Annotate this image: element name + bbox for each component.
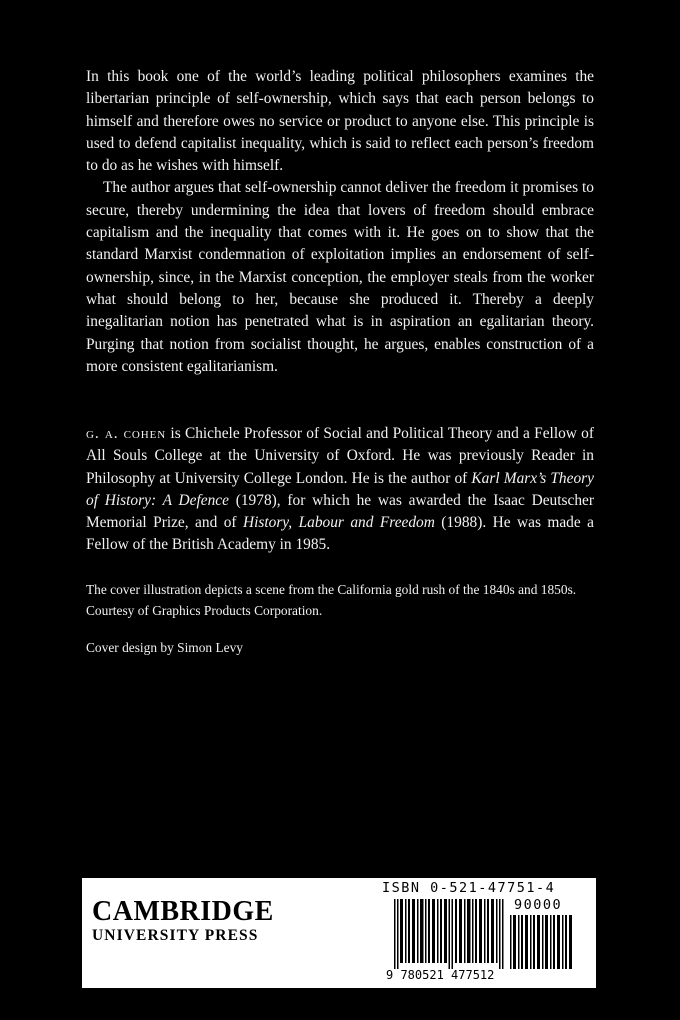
author-bio-text-3: (1988). He was made a Fellow of the British Academy in 1985. — [86, 514, 594, 554]
author-bio-text-2: (1978), for which he was awarded the Isaac Deutscher Memorial Prize, and of — [86, 491, 594, 532]
isbn-label: ISBN 0-521-47751-4 — [382, 880, 556, 896]
isbn-barcode — [394, 899, 506, 969]
price-code: 90000 — [514, 897, 563, 913]
publisher-subname: UNIVERSITY PRESS — [92, 927, 259, 944]
blurb — [86, 66, 594, 378]
book-title-1: Karl Marx’s Theory of History: A Defence — [86, 469, 594, 509]
publisher-logo — [92, 898, 274, 944]
author-name: g. a. cohen — [86, 425, 167, 442]
author-bio — [86, 423, 594, 557]
publisher-panel — [82, 878, 596, 988]
author-bio-text-1: is Chichele Professor of Social and Political Theory and a Fellow of All Souls College at the University of Oxford. He was previously Reader in Philosophy at University College London. He is the author of — [86, 425, 594, 487]
publisher-name: CAMBRIDGE — [92, 896, 274, 927]
cover-design-credit: Cover design by Simon Levy — [86, 640, 243, 655]
blurb-paragraph-2: The author argues that self-ownership cannot deliver the freedom it promises to secure, thereby undermining the idea that lovers of freedom should embrace capitalism and the inequality that comes with it. He goes on to show that the standard Marxist condemnation of exploitation implies an endorsement of self-ownership, since, in the Marxist conception, the employer steals from the worker what should belong to her, because she produced it. Thereby a deeply inegalitarian notion has penetrated what is in aspiration an egalitarian theory. Purging that notion from socialist thought, he argues, enables construction of a more consistent egalitarianism. — [86, 179, 594, 375]
barcode-digits: 9 780521 477512 — [386, 968, 495, 982]
cover-illustration-credit: The cover illustration depicts a scene from the California gold rush of the 1840s and 1850s. Courtesy of Graphics Products Corporation. — [86, 582, 577, 618]
author-bio-paragraph — [86, 423, 594, 557]
book-title-2: History, Labour and Freedom — [242, 514, 435, 532]
price-barcode — [510, 915, 574, 969]
blurb-paragraph-1: In this book one of the world’s leading political philosophers examines the libertarian principle of self-ownership, which says that each person belongs to himself and therefore owes no service or product to anyone else. This principle is used to defend capitalist inequality, which is said to reflect each person’s freedom to do as he wishes with himself. — [86, 68, 594, 175]
